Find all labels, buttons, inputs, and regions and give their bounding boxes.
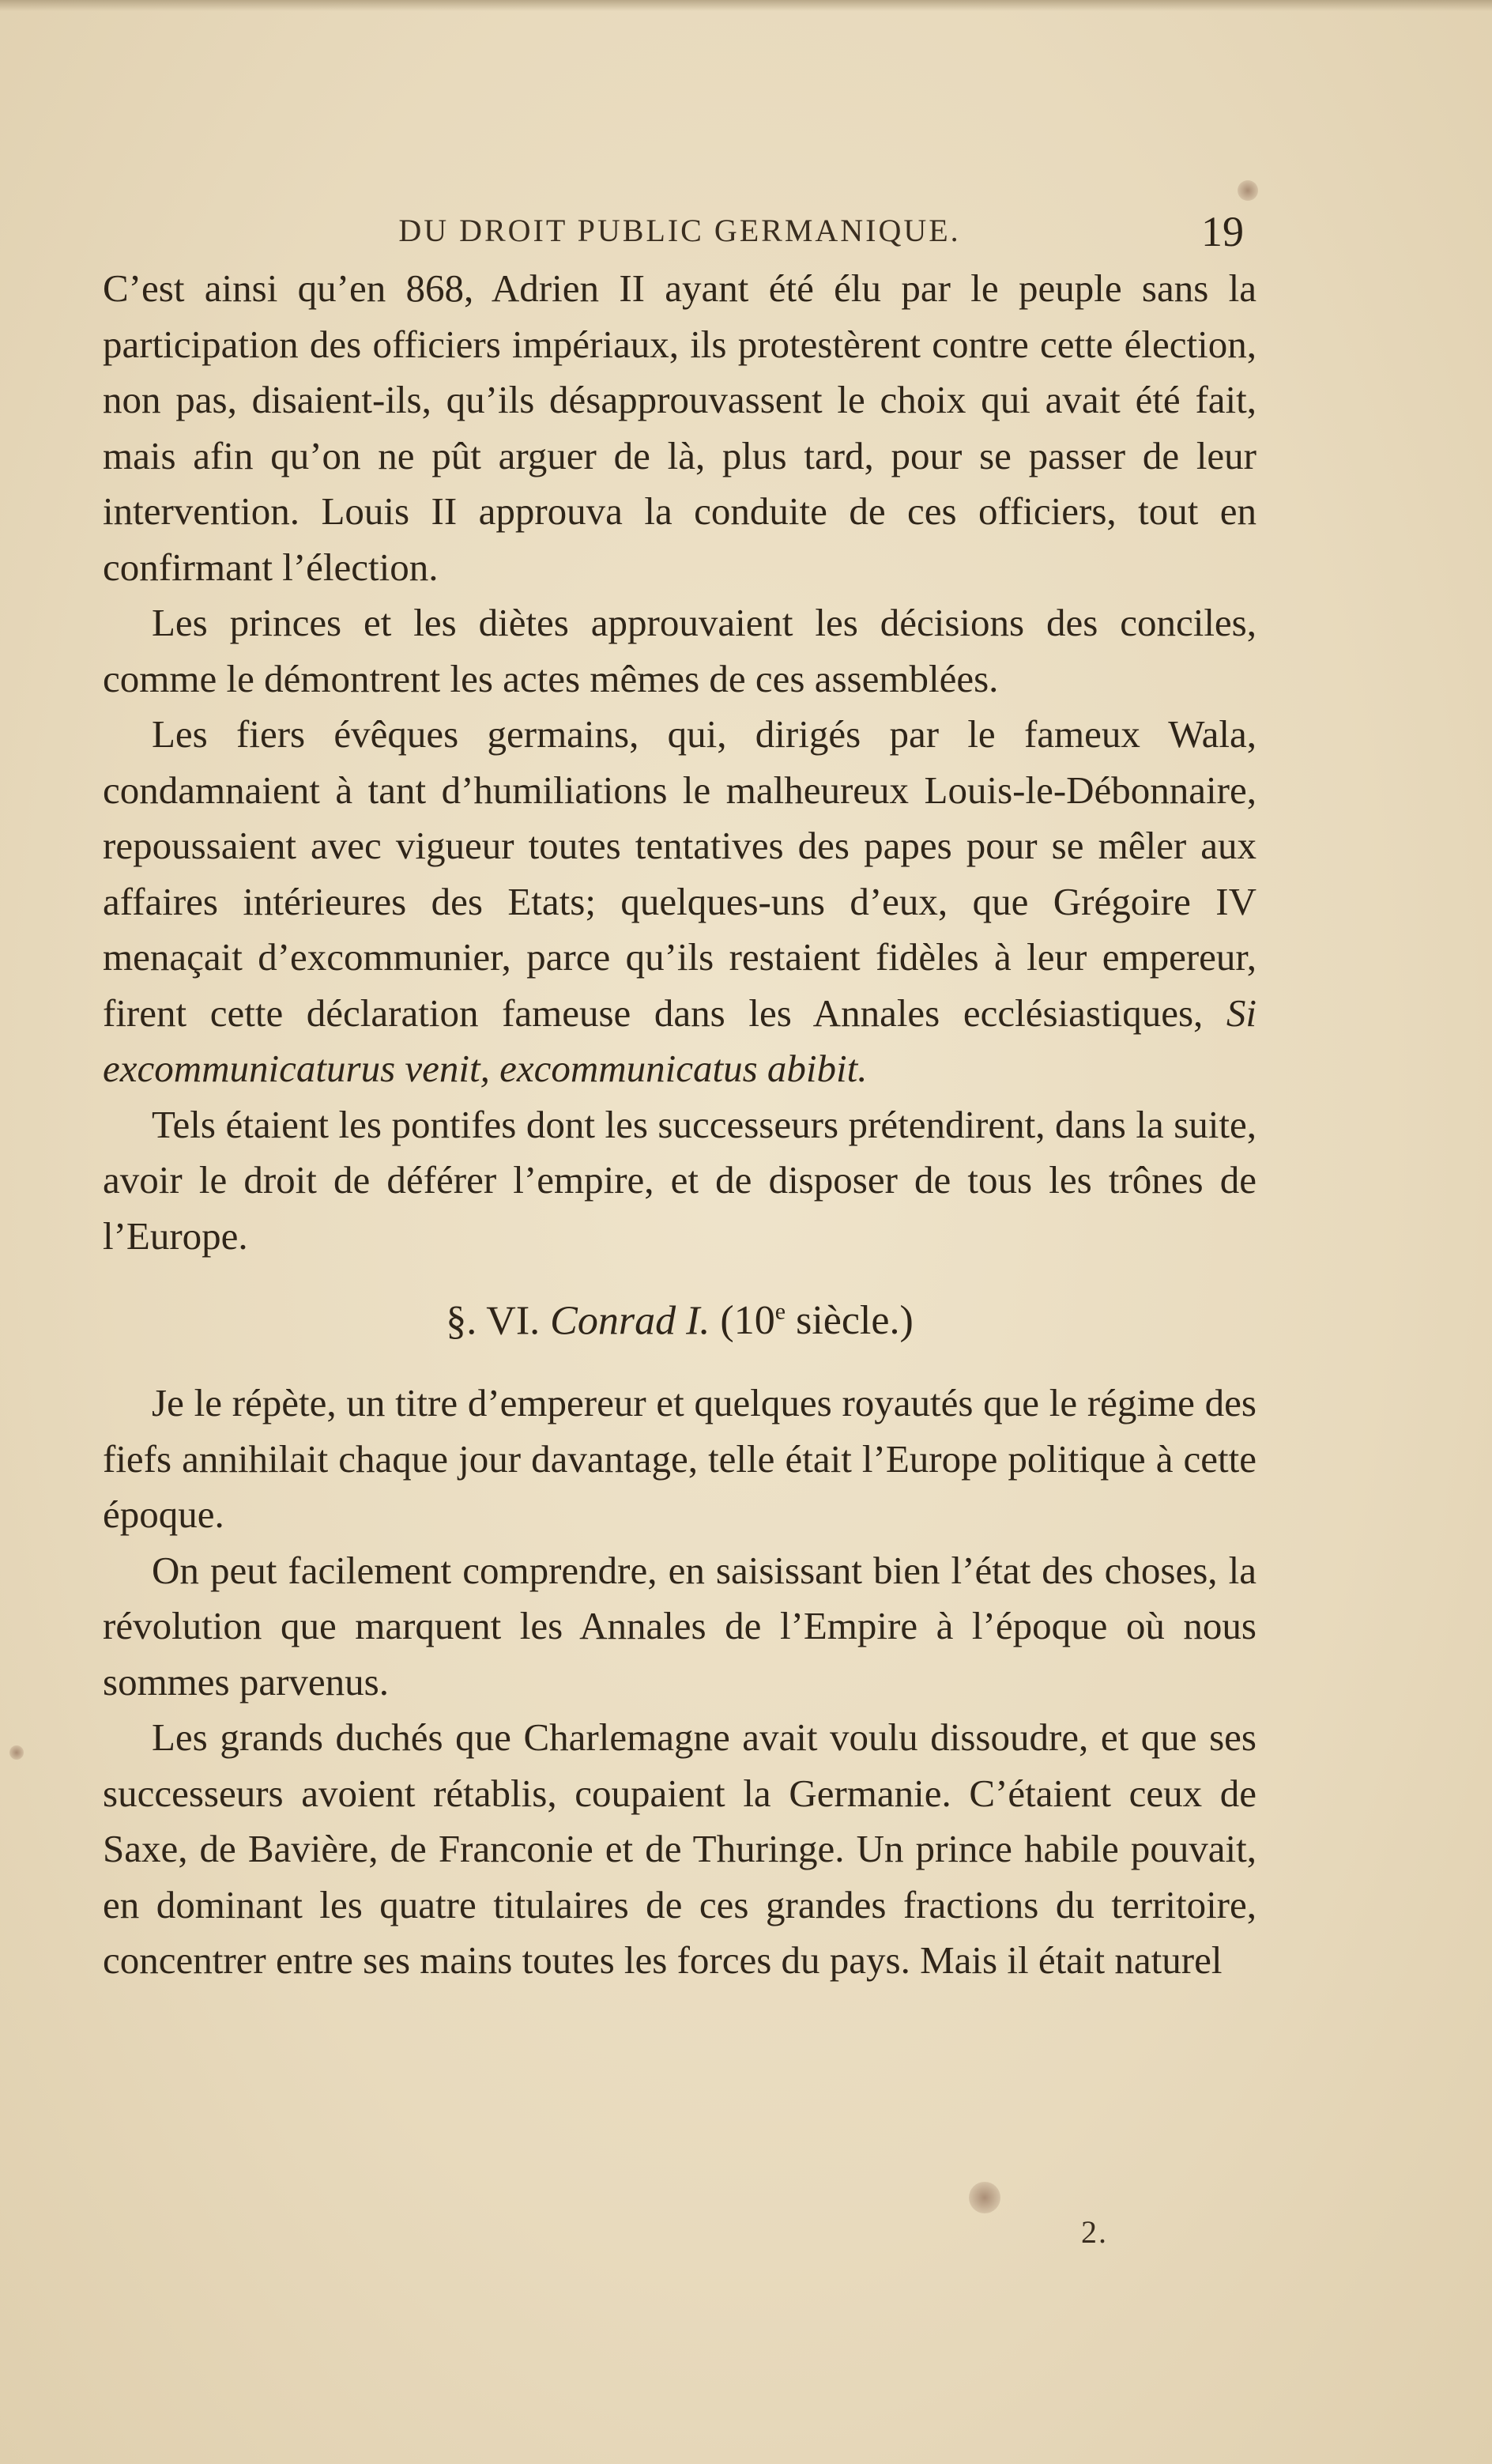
page-top-edge (0, 0, 1492, 11)
page-header (103, 207, 1257, 255)
paragraph: Les grands duchés que Charlemagne avait voulu dissoudre, et que ses successeurs avoient rétablis, coupaient la Germanie. C’étaient ceux de Saxe, de Bavière, de Franconie et de Thuringe. Un prince habile pouvait, en dominant les quatre titulaires de ces grandes fractions du territoire, concentrer entre ses mains toutes les forces du pays. Mais il était naturel (103, 1715, 1257, 1983)
paragraph: Les princes et les diètes approuvaient les décisions des conciles, comme le démontrent les actes mêmes de ces assemblées. (103, 601, 1257, 700)
body-text (103, 261, 1257, 1989)
running-title: DU DROIT PUBLIC GERMANIQUE. (398, 213, 961, 248)
ink-stain (969, 2182, 1000, 2213)
signature-mark: 2. (1081, 2214, 1108, 2250)
paragraph: On peut facilement comprendre, en saisissant bien l’état des choses, la révolution que marquent les Annales de l’Empire à l’époque où nous sommes parvenus. (103, 1548, 1257, 1704)
page-number: 19 (1201, 208, 1244, 255)
paragraph: Je le répète, un titre d’empereur et quelques royautés que le régime des fiefs annihilait chaque jour davantage, telle était l’Europe politique à cette époque. (103, 1381, 1257, 1537)
section-heading (103, 1285, 1257, 1349)
paragraph-text: Les fiers évêques germains, qui, dirigés par le fameux Wala, condamnaient à tant d’humiliations le malheureux Louis-le-Débonnaire, repoussaient avec vigueur toutes tentatives des papes pour se mêler aux affaires intérieures des Etats; quelques-uns d’eux, que Grégoire IV menaçait d’excommunier, parce qu’ils restaient fidèles à leur empereur, firent cette déclaration fameuse dans les Annales ecclésiastiques, (103, 712, 1257, 1035)
paragraph: Tels étaient les pontifes dont les successeurs prétendirent, dans la suite, avoir le droit de déférer l’empire, et de disposer de tous les trônes de l’Europe. (103, 1102, 1257, 1258)
latin-quote: Si excommunicaturus venit, excommunicatus abibit. (103, 991, 1257, 1090)
section-title: Conrad I. (550, 1298, 710, 1344)
paragraph: C’est ainsi qu’en 868, Adrien II ayant été élu par le peuple sans la participation des officiers impériaux, ils protestèrent contre cette élection, non pas, disaient-ils, qu’ils désapprouvassent le choix qui avait été fait, mais afin qu’on ne pût arguer de là, plus tard, pour se passer de leur intervention. Louis II approuva la conduite de ces officiers, tout en confirmant l’élection. (103, 266, 1257, 589)
ink-stain (9, 1745, 24, 1760)
paragraph (103, 707, 1257, 1097)
section-number: §. VI. (446, 1298, 541, 1344)
ink-stain (1238, 180, 1258, 201)
section-century: (10e siècle.) (720, 1298, 914, 1344)
